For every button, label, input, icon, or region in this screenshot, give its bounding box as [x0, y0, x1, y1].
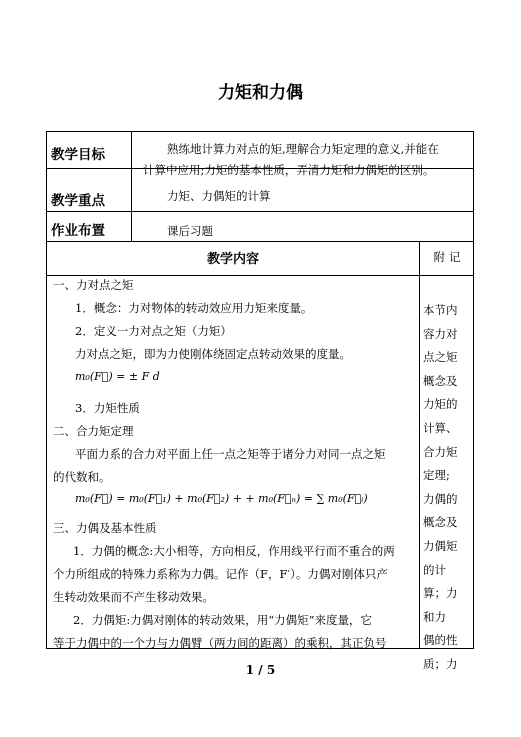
content-header: 教学内容 [206, 252, 259, 267]
content-line: 生转动效果而不产生移动效果。 [53, 590, 214, 604]
page-number: 1 / 5 [245, 663, 276, 677]
focus-label: 教学重点 [51, 193, 105, 209]
row-divider [47, 211, 473, 212]
content-line: 平面力系的合力对平面上任一点之矩等于诸分力对同一点之矩 [75, 447, 386, 461]
content-line: 1．力偶的概念:大小相等，方向相反，作用线平行而不重合的两 [73, 544, 395, 558]
notes-column-divider [419, 241, 420, 648]
note-line: 质；力 [423, 656, 458, 671]
note-line: 的计 [423, 562, 446, 577]
content-line: 的代数和。 [53, 470, 111, 484]
row-divider [47, 275, 473, 276]
label-column-divider [131, 132, 132, 241]
homework-label: 作业布置 [51, 223, 105, 239]
notes-header: 附 记 [433, 250, 461, 264]
content-line: 2．定义一力对点之矩（力矩） [75, 324, 232, 338]
content-line: 1．概念：力对物体的转动效应用力矩来度量。 [75, 301, 313, 315]
note-line: 点之矩 [423, 350, 458, 365]
note-line: 力偶矩 [423, 538, 458, 553]
note-line: 力矩的 [423, 397, 458, 412]
note-line: 算；力 [423, 586, 458, 601]
focus-text: 力矩、力偶矩的计算 [167, 189, 271, 203]
content-line: 等于力偶中的一个力与力偶臂（两力间的距离）的乘积，其正负号 [53, 636, 387, 650]
content-line: 2．力偶矩:力偶对刚体的转动效果，用“力偶矩”来度量，它 [73, 613, 372, 627]
note-line: 概念及 [423, 515, 458, 530]
note-line: 偶的性 [423, 633, 458, 648]
content-line: 个力所组成的特殊力系称为力偶。记作（F，F′）。力偶对刚体只产 [53, 567, 388, 581]
note-line: 和力 [423, 609, 446, 624]
note-line: 定理; [423, 468, 450, 483]
resultant-moment-formula: m₀(F⃗) = m₀(F⃗₁) + m₀(F⃗₂) + + m₀(F⃗ₙ) = ∑ m₀(F⃗ᵢ) [75, 492, 368, 505]
note-line: 合力矩 [423, 444, 458, 459]
section-heading-2: 二、合力矩定理 [53, 424, 134, 438]
row-divider [47, 241, 473, 242]
side-notes [423, 299, 473, 677]
document-title: 力矩和力偶 [218, 83, 303, 103]
section-heading-3: 三、力偶及基本性质 [53, 521, 157, 535]
goal-text-line-1: 熟练地计算力对点的矩,理解合力矩定理的意义,并能在 [167, 142, 439, 156]
moment-formula: m₀(F⃗) = ± F d [75, 370, 160, 383]
note-line: 容力对 [423, 326, 458, 341]
note-line: 概念及 [423, 373, 458, 388]
goal-label: 教学目标 [51, 147, 105, 163]
note-line: 计算、 [423, 420, 458, 435]
section-heading-1: 一、力对点之矩 [53, 278, 134, 292]
content-line: 3．力矩性质 [75, 401, 140, 415]
content-line: 力对点之矩，即为力使刚体绕固定点转动效果的度量。 [75, 347, 351, 361]
note-line: 本节内 [423, 303, 458, 317]
note-line: 力偶的 [423, 491, 458, 506]
homework-text: 课后习题 [167, 224, 213, 238]
goal-text-line-2: 计算中应用;力矩的基本性质，弄清力矩和力偶矩的区别。 [143, 163, 435, 177]
